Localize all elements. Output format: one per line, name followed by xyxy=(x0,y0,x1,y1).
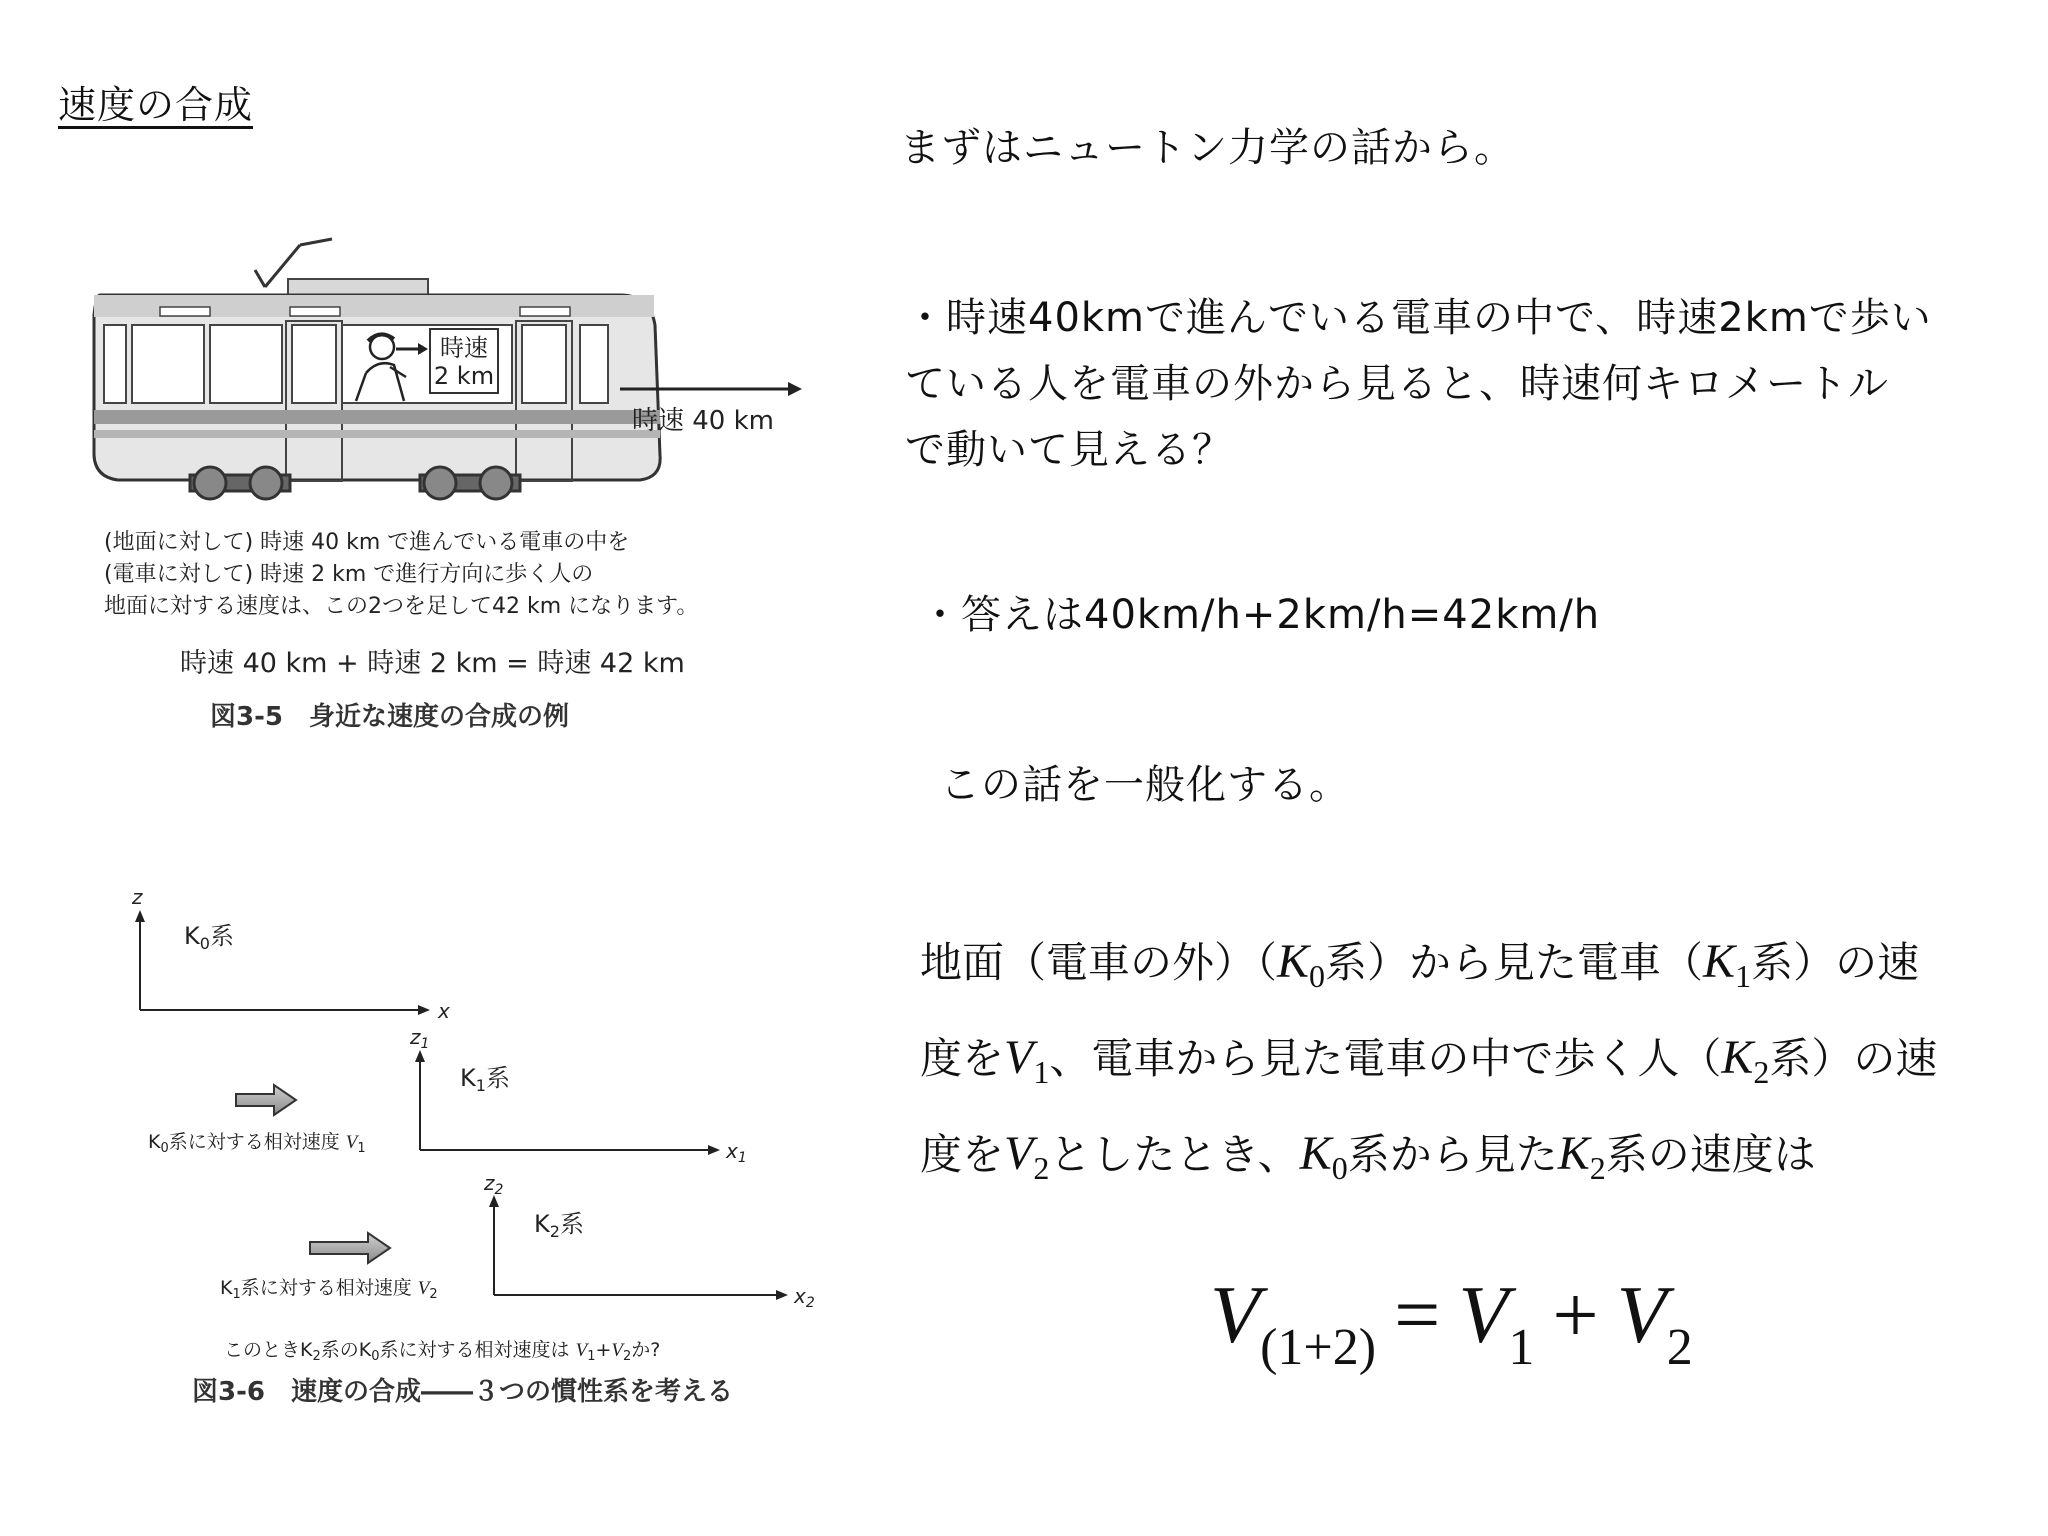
k1-relative-label: $K_0$系に対する相対速度 $V_1$ xyxy=(148,1131,366,1156)
k0-label: $K_0$系 xyxy=(184,922,234,953)
k0-axis-x: x xyxy=(438,999,450,1023)
arrow-label: 時速 40 km xyxy=(632,406,774,436)
k1-axis-x: $x_1$ xyxy=(726,1139,747,1166)
answer-text: ・答えは40km/h+2km/h=42km/h xyxy=(920,592,1601,638)
caption-line1: (地面に対して) 時速 40 km で進んでいる電車の中を xyxy=(104,530,630,555)
k2-velocity-arrow xyxy=(310,1233,390,1263)
k2-axis-z: $z_2$ xyxy=(484,1171,504,1198)
bubble-line2: 2 km xyxy=(433,362,495,390)
figure-tram xyxy=(60,225,840,755)
figure-frames xyxy=(110,880,850,1420)
velocity-addition-formula: $V_{(1+2)} = V_1 + V_2$ xyxy=(1210,1269,1693,1376)
k2-label: $K_2$系 xyxy=(534,1210,584,1241)
general-line-2: 度を$V_1$、電車から見た電車の中で歩く人（$K_2$系）の速 xyxy=(920,1031,1938,1090)
question-block xyxy=(905,285,1932,483)
general-line-3: 度を$V_2$としたとき、$K_0$系から見た$K_2$系の速度は xyxy=(920,1127,1816,1186)
k0-axis-z: z xyxy=(132,885,143,909)
k1-velocity-arrow xyxy=(236,1085,296,1115)
caption-line3: 地面に対する速度は、この2つを足して42 km になります。 xyxy=(104,594,699,619)
tram-windows xyxy=(104,325,608,403)
intro-text: まずはニュートン力学の話から。 xyxy=(900,125,1515,171)
question-line: ・時速40kmで進んでいる電車の中で、時速2kmで歩い xyxy=(905,295,1932,341)
bubble-line1: 時速 xyxy=(440,334,488,362)
question-line: で動いて見える？ xyxy=(905,427,1233,473)
k1-axis-z: $z_1$ xyxy=(410,1025,430,1052)
general-line-1: 地面（電車の外）（$K_0$系）から見た電車（$K_1$系）の速 xyxy=(920,935,1920,994)
frames-question: このとき$K_2$系の$K_0$系に対する相対速度は $V_1+V_2$か? xyxy=(224,1339,661,1364)
figure-caption-3-5: 図3-5 身近な速度の合成の例 xyxy=(210,702,569,732)
k2-relative-label: $K_1$系に対する相対速度 $V_2$ xyxy=(220,1277,438,1302)
roof-box xyxy=(288,279,428,295)
question-line: ている人を電車の外から見ると、時速何キロメートル xyxy=(905,361,1889,407)
speed-equation: 時速 40 km + 時速 2 km = 時速 42 km xyxy=(180,648,685,679)
caption-line2: (電車に対して) 時速 2 km で進行方向に歩く人の xyxy=(104,562,594,587)
generalize-text: この話を一般化する。 xyxy=(940,762,1350,808)
figure-caption-3-6: 図3-6 速度の合成――３つの慣性系を考える xyxy=(192,1377,733,1407)
page-title: 速度の合成 xyxy=(58,83,254,127)
k2-axis-x: $x_2$ xyxy=(794,1284,815,1311)
k1-label: $K_1$系 xyxy=(460,1064,510,1095)
